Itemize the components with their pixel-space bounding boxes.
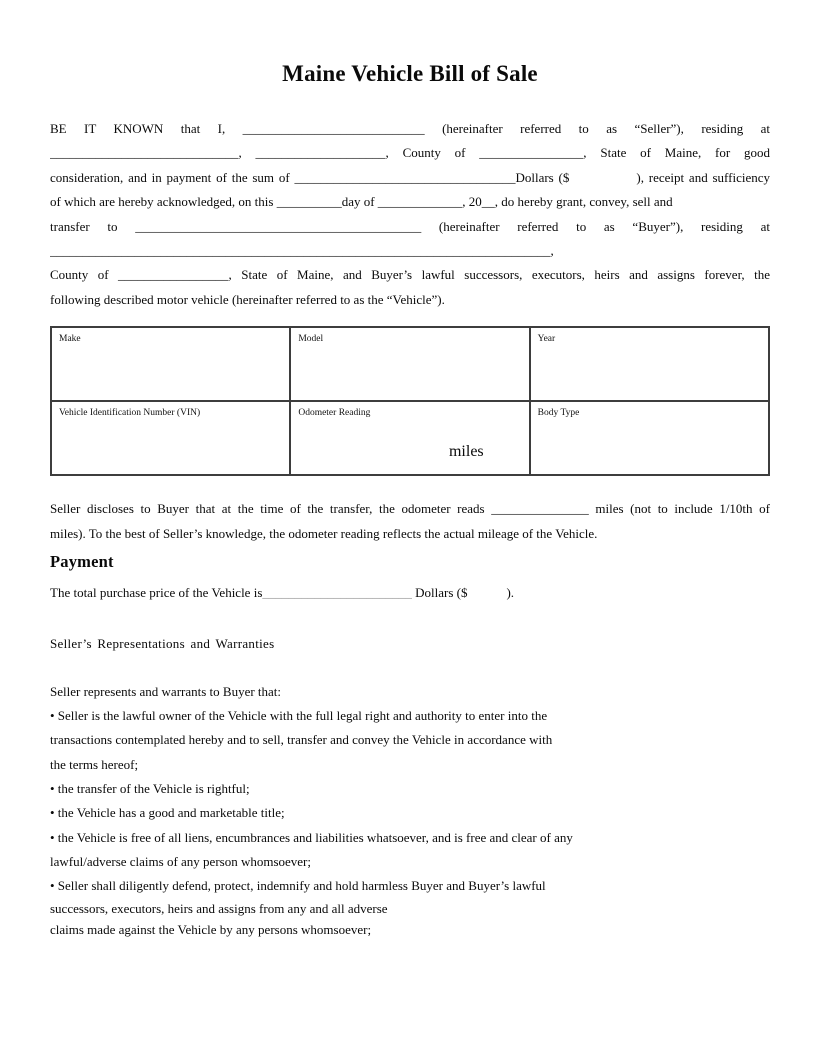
intro-line-8: following described motor vehicle (hereinafter referred to as the “Vehicle”). — [50, 291, 445, 307]
odometer-disclosure-line-1: Seller discloses to Buyer that at the time of the transfer, the odometer reads _______________ miles (not to include 1/10th of — [50, 501, 770, 517]
year-cell — [530, 327, 769, 401]
warranty-line-1: Seller represents and warrants to Buyer that: — [50, 683, 282, 699]
odometer-miles-unit: miles — [448, 443, 484, 461]
price-prefix: The total purchase price of the Vehicle is — [50, 585, 263, 601]
vehicle-info-table — [50, 326, 770, 476]
year-label: Year — [537, 334, 556, 345]
warranty-line-9: • Seller shall diligently defend, protect, indemnify and hold harmless Buyer and Buyer’s lawful — [50, 878, 546, 894]
odometer-disclosure-line-2: miles). To the best of Seller’s knowledge, the odometer reading reflects the actual mileage of the Vehicle. — [50, 525, 598, 541]
odometer-cell — [290, 401, 529, 475]
warranty-line-3: transactions contemplated hereby and to sell, transfer and convey the Vehicle in accordance with — [50, 732, 553, 748]
warranty-line-10: successors, executors, heirs and assigns from any and all adverse — [50, 900, 388, 916]
vin-label: Vehicle Identification Number (VIN) — [59, 408, 201, 419]
make-cell — [51, 327, 290, 401]
intro-line-6: _____________________________________________________________________________, — [50, 243, 554, 259]
warranty-line-2: • Seller is the lawful owner of the Vehicle with the full legal right and authority to enter into the — [50, 708, 548, 724]
warranty-line-6: • the Vehicle has a good and marketable title; — [50, 805, 285, 821]
price-blank-field: _______________________ — [262, 585, 412, 601]
warranties-list — [50, 680, 770, 942]
purchase-price-line — [50, 581, 770, 605]
document-title: Maine Vehicle Bill of Sale — [282, 61, 538, 86]
intro-line-4: of which are hereby acknowledged, on this __________day of _____________, 20__, do hereby grant, convey, sell and — [50, 194, 673, 210]
payment-heading: Payment — [50, 552, 114, 572]
warranty-line-4: the terms hereof; — [50, 756, 139, 772]
warranty-line-11: claims made against the Vehicle by any persons whomsoever; — [50, 921, 372, 937]
table-row — [51, 401, 769, 475]
vin-cell — [51, 401, 290, 475]
warranty-line-7: • the Vehicle is free of all liens, encumbrances and liabilities whatsoever, and is free and clear of any — [50, 829, 573, 845]
warranties-heading: Seller’s Representations and Warranties — [50, 636, 275, 652]
intro-line-7: County of _________________, State of Maine, and Buyer’s lawful successors, executors, heirs and assigns forever, the — [50, 267, 770, 283]
price-suffix: Dollars ($ ). — [411, 585, 515, 601]
table-row — [51, 327, 769, 401]
intro-line-5: transfer to ____________________________________________ (hereinafter referred to as “Buyer”), residing at — [50, 218, 770, 234]
odometer-disclosure — [50, 497, 770, 546]
model-label: Model — [298, 334, 324, 345]
model-cell — [290, 327, 529, 401]
make-label: Make — [59, 334, 81, 345]
intro-line-3: consideration, and in payment of the sum of __________________________________Dollars ($ ), receipt and sufficiency — [50, 169, 770, 185]
intro-paragraph — [50, 117, 770, 312]
odometer-label: Odometer Reading — [298, 408, 371, 419]
warranty-line-5: • the transfer of the Vehicle is rightful; — [50, 781, 250, 797]
intro-line-1: BE IT KNOWN that I, ____________________________ (hereinafter referred to as “Seller”), residing at — [50, 121, 770, 136]
body-type-cell — [530, 401, 769, 475]
body-type-label: Body Type — [537, 408, 580, 419]
warranty-line-8: lawful/adverse claims of any person whomsoever; — [50, 853, 312, 869]
intro-line-2: _____________________________, ____________________, County of ________________, State of Maine, for good — [50, 145, 770, 161]
